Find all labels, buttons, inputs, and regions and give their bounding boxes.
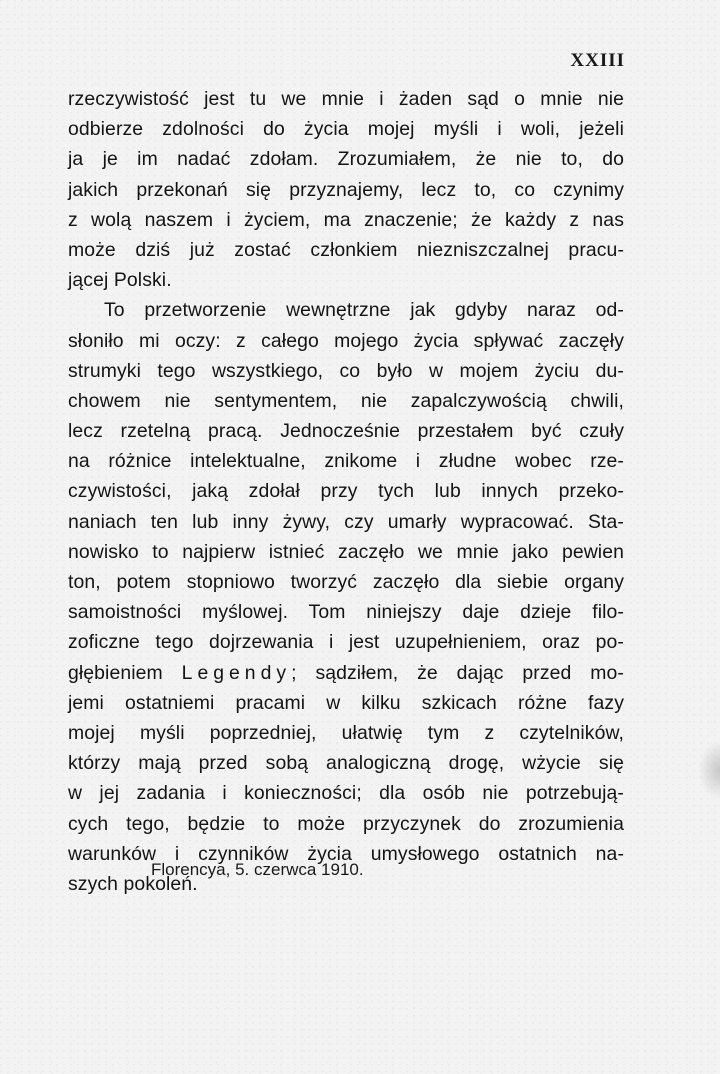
text-line: samoistności myślowej. Tom niniejszy daje dzieje filo- <box>68 601 624 624</box>
text-line: na różnice intelektualne, znikome i złudne wobec rze- <box>68 450 624 473</box>
text-line: naniach ten lub inny żywy, czy umarły wypracować. Sta- <box>68 510 624 533</box>
text-line: zoficzne tego dojrzewania i jest uzupełnieniem, oraz po- <box>68 631 624 654</box>
text-line: lecz rzetelną pracą. Jednocześnie przestałem być czuły <box>68 420 624 443</box>
text-line: ja je im nadać zdołam. Zrozumiałem, że nie to, do <box>68 148 624 171</box>
body-text <box>68 84 624 899</box>
text-line: cych tego, będzie to może przyczynek do zrozumienia <box>68 812 624 835</box>
text-line: mojej myśli poprzedniej, ułatwię tym z czytelników, <box>68 721 624 744</box>
text-fragment: ; sądziłem, że dając przed mo- <box>291 661 624 684</box>
page-number: XXIII <box>570 50 625 71</box>
text-line: szych pokoleń. <box>68 872 198 895</box>
text-line: którzy mają przed sobą analogiczną drogę, wżycie się <box>68 752 624 775</box>
text-line: warunków i czynników życia umysłowego ostatnich na- <box>68 842 624 865</box>
text-line: z wolą naszem i życiem, ma znaczenie; że każdy z nas <box>68 208 624 231</box>
text-line: czywistości, jaką zdołał przy tych lub innych przeko- <box>68 480 624 503</box>
text-line: słoniło mi oczy: z całego mojego życia spływać zaczęły <box>68 329 624 352</box>
spaced-title-legendy: Legendy <box>181 661 292 684</box>
text-line: odbierze zdolności do życia mojej myśli i woli, jeżeli <box>68 118 624 141</box>
text-line: jemi ostatniemi pracami w kilku szkicach różne fazy <box>68 691 624 714</box>
page-edge-shadow <box>698 740 720 800</box>
text-line: jącej Polski. <box>68 269 172 292</box>
text-line-legend <box>68 658 624 688</box>
text-line: może dziś już zostać członkiem niezniszczalnej pracu- <box>68 238 624 261</box>
text-line: strumyki tego wszystkiego, co było w mojem życiu du- <box>68 359 624 382</box>
text-line: ton, potem stopniowo tworzyć zaczęło dla siebie organy <box>68 571 624 593</box>
text-line: nowisko to najpierw istnieć zaczęło we mnie jako pewien <box>68 540 624 563</box>
place-date-signature: Florencya, 5. czerwca 1910. <box>151 860 364 879</box>
text-line: rzeczywistość jest tu we mnie i żaden sąd o mnie nie <box>68 88 624 110</box>
text-fragment: głębieniem <box>68 661 182 684</box>
text-line: w jej zadania i konieczności; dla osób nie potrzebują- <box>68 782 624 805</box>
text-line: To przetworzenie wewnętrzne jak gdyby naraz od- <box>104 299 624 322</box>
text-line: jakich przekonań się przyznajemy, lecz to, co czynimy <box>68 178 624 201</box>
text-line: chowem nie sentymentem, nie zapalczywością chwili, <box>68 389 624 412</box>
